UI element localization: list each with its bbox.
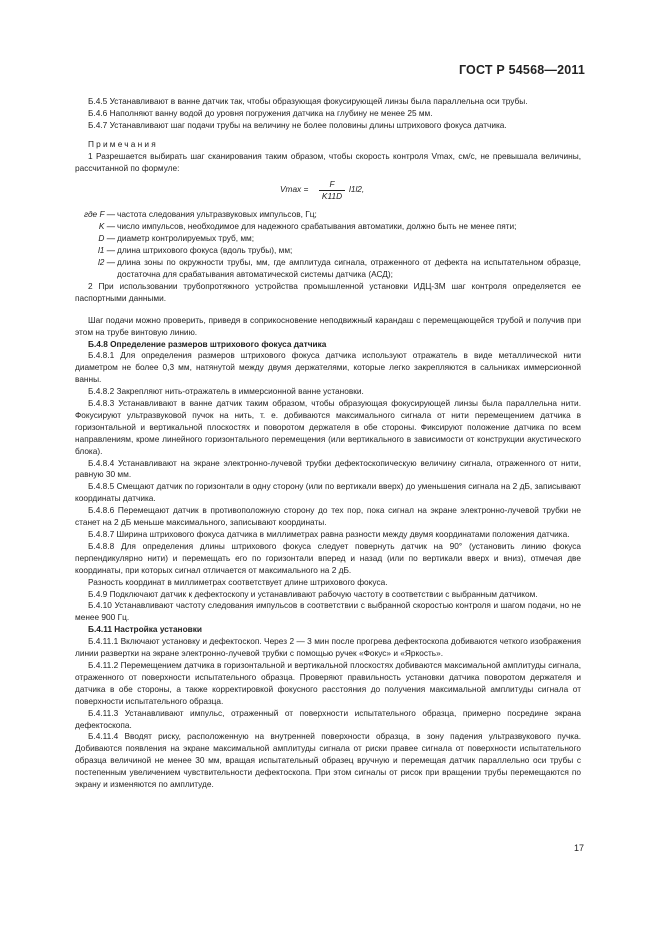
definition-item bbox=[75, 221, 581, 233]
velocity-formula bbox=[75, 179, 581, 203]
definition-text: длина зоны по окружности трубы, мм, где амплитуда сигнала, отраженного от дефекта на испытательном образце, достаточна для срабатывания автоматической системы датчика (АСД); bbox=[117, 257, 581, 279]
para-b-4-11-4: Б.4.11.4 Вводят риску, расположенную на внутренней поверхности образца, в зону падения ультразвукового пучка. Добиваются появления на экране максимальной амплитуды сигнала от риски правее сигнала от поверхности испытательного образца величиной не менее 30 мм, вращая испытательный образец вручную и перемещая датчик параллельно оси трубы с постепенным увеличением чувствительности дефектоскопа. При этом сигналы от рисок при вращении трубы перемещаются по экрану и изменяются по амплитуде. bbox=[75, 731, 581, 790]
note-2: 2 При использовании трубопротяжного устройства промышленной установки ИДЦ-3М шаг контроля определяется ее паспортными данными. bbox=[75, 280, 581, 303]
definition-item bbox=[75, 209, 581, 221]
document-id: ГОСТ Р 54568—2011 bbox=[458, 63, 585, 77]
formula-rhs: l1l2, bbox=[349, 184, 365, 195]
formula-fraction bbox=[319, 179, 345, 202]
para-b-4-8-4: Б.4.8.4 Устанавливают на экране электронно-лучевой трубки дефектоскопическую величину сигнала, отраженного от нити, равную 30 мм. bbox=[75, 457, 581, 480]
definition-symbol: D — bbox=[98, 233, 115, 244]
definition-item bbox=[75, 257, 581, 281]
para-b-4-8-8: Б.4.8.8 Для определения длины штрихового фокуса следует повернуть датчик на 90° (установить линию фокуса перпендикулярно нити) и перемещать его по горизонтали вперед и назад (или по вертикали вверх и вниз), отмечая две координаты, при которых сигнал отличается от максимального на 2 дБ. bbox=[75, 540, 581, 575]
para-b-4-6: Б.4.6 Наполняют ванну водой до уровня погружения датчика на глубину не менее 25 мм. bbox=[88, 107, 433, 118]
definition-symbol: K — bbox=[98, 221, 115, 232]
formula-numerator: F bbox=[319, 179, 345, 191]
definition-text: частота следования ультразвуковых импульсов, Гц; bbox=[117, 209, 317, 220]
para-b-4-8-6: Б.4.8.6 Перемещают датчик в противоположную сторону до тех пор, пока сигнал на экране электронно-лучевой трубки не станет на 2 дБ меньше максимального, записывают координаты. bbox=[75, 505, 581, 528]
definition-symbol: где F — bbox=[83, 209, 115, 220]
definition-item bbox=[75, 233, 581, 245]
formula-denominator: K11D bbox=[321, 191, 343, 202]
definitions-list bbox=[75, 209, 581, 280]
para-b-4-8-7: Б.4.8.7 Ширина штрихового фокуса датчика в миллиметрах равна разности между двумя координатами положения датчика. bbox=[88, 529, 570, 539]
para-b-4-11-1: Б.4.11.1 Включают установку и дефектоскоп. Через 2 — 3 мин после прогрева дефектоскопа добиваются четкого изображения линии развертки на экране электронно-лучевой трубки с помощью ручек «Фокус» и «Яркость». bbox=[75, 636, 581, 659]
para-b-4-8-5: Б.4.8.5 Смещают датчик по горизонтали в одну сторону (или по вертикали вверх) до уменьшения сигнала на 2 дБ, записывают координаты датчика. bbox=[75, 481, 581, 504]
definition-symbol: l2 — bbox=[97, 257, 115, 268]
notes-title: Примечания bbox=[88, 138, 158, 149]
definition-symbol: l1 — bbox=[97, 245, 115, 256]
para-b-4-8-3: Б.4.8.3 Устанавливают в ванне датчик таким образом, чтобы образующая фокусирующей линзы была параллельна нити. Фокусируют ультразвуковой пучок на нить, т. е. добиваются максимального сигнала от нити перемещением датчика в горизонтальной и вертикальной плоскостях и поворотом держателя в обе стороны. Фиксируют положение датчика по всем направлениям, кроме линейного горизонтального перемещения (или вертикального в зависимости от конструкции акустического блока). bbox=[75, 398, 581, 456]
page-number: 17 bbox=[573, 843, 584, 853]
para-coordinate-difference: Разность координат в миллиметрах соответствует длине штрихового фокуса. bbox=[88, 576, 388, 587]
note-1: 1 Разрешается выбирать шаг сканирования таким образом, чтобы скорость контроля Vmax, см/с, не превышала величины, рассчитанной по формуле: bbox=[75, 150, 581, 173]
para-b-4-11-3: Б.4.11.3 Устанавливают импульс, отраженный от поверхности испытательного образца, примерно посредине экрана дефектоскопа. bbox=[75, 707, 581, 730]
para-b-4-8-1: Б.4.8.1 Для определения размеров штрихового фокуса датчика используют отражатель в виде металлической нити диаметром не более 0,3 мм, натянутой между двумя держателями, которые легко закрепляются в сальниках иммерсионной ванны. bbox=[75, 350, 581, 385]
definition-text: число импульсов, необходимое для надежного срабатывания автоматики, должно быть не менее пяти; bbox=[117, 221, 517, 232]
formula-lhs: Vmax = bbox=[280, 184, 309, 195]
definition-text: диаметр контролируемых труб, мм; bbox=[117, 233, 255, 244]
para-b-4-5: Б.4.5 Устанавливают в ванне датчик так, чтобы образующая фокусирующей линзы была параллельна оси трубы. bbox=[88, 96, 528, 106]
para-b-4-7: Б.4.7 Устанавливают шаг подачи трубы на величину не более половины длины штрихового фокуса датчика. bbox=[88, 119, 507, 130]
para-b-4-11-2: Б.4.11.2 Перемещением датчика в горизонтальной и вертикальной плоскостях добиваются максимальной амплитуды сигнала, отраженного от поверхности испытательного образца. Проверяют правильность установки датчика поворотом держателя и датчика в обе стороны, а также корректировкой фокусного расстояния до получения максимальной амплитуды сигнала от поверхности испытательного образца. bbox=[75, 659, 581, 706]
definition-text: длина штрихового фокуса (вдоль трубы), мм; bbox=[117, 245, 293, 256]
para-b-4-9: Б.4.9 Подключают датчик к дефектоскопу и устанавливают рабочую частоту в соответствии с выбранным датчиком. bbox=[88, 588, 538, 599]
para-b-4-8-2: Б.4.8.2 Закрепляют нить-отражатель в иммерсионной ванне установки. bbox=[88, 386, 364, 397]
heading-b-4-8: Б.4.8 Определение размеров штрихового фокуса датчика bbox=[88, 338, 327, 349]
heading-b-4-11: Б.4.11 Настройка установки bbox=[88, 624, 202, 635]
definition-item bbox=[75, 245, 581, 257]
para-feed-check: Шаг подачи можно проверить, приведя в соприкосновение неподвижный карандаш с перемещающейся трубой и получив при этом на трубе винтовую линию. bbox=[75, 314, 581, 337]
para-b-4-10: Б.4.10 Устанавливают частоту следования импульсов в соответствии с выбранной скоростью контроля и шагом подачи, но не менее 900 Гц. bbox=[75, 600, 581, 623]
page-content bbox=[75, 96, 581, 791]
